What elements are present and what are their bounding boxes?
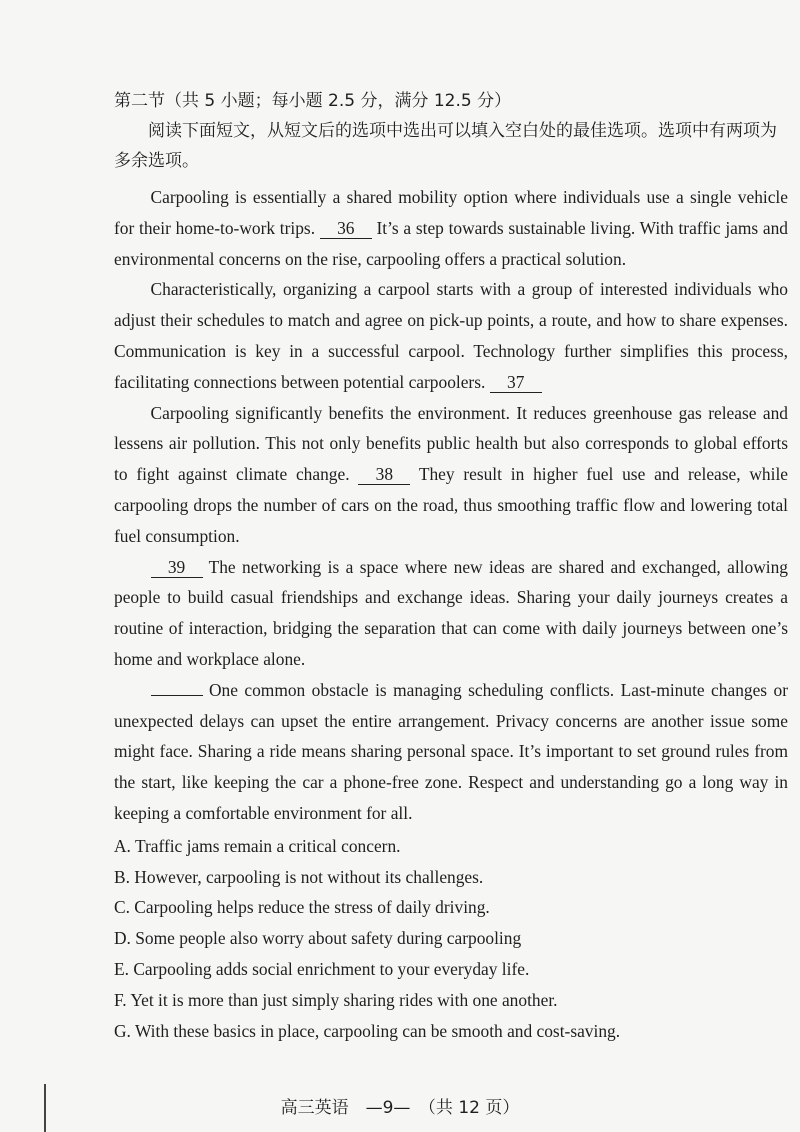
- passage-paragraph-2: [114, 274, 788, 397]
- answer-blank-40: [151, 695, 203, 696]
- options-list: [114, 831, 788, 1047]
- option-c: C. Carpooling helps reduce the stress of daily driving.: [114, 897, 490, 918]
- passage-paragraph-3: [114, 398, 788, 552]
- paragraph-text: They result in higher fuel use and release, while carpooling drops the number of cars on the road, thus smoothing traffic flow and lowering total fuel consumption.: [114, 464, 789, 546]
- paragraph-text: Carpooling significantly benefits the environment. It reduces greenhouse gas release and lessens air pollution. This not only benefits public health but also corresponds to global efforts to fight against climate change.: [114, 402, 788, 485]
- instructions: 阅读下面短文，从短文后的选项中选出可以填入空白处的最佳选项。选项中有两项为多余选项。: [114, 121, 777, 171]
- section-header: 第二节（共 5 小题；每小题 2.5 分，满分 12.5 分）: [114, 91, 512, 111]
- answer-blank-39: 39: [151, 557, 203, 578]
- paragraph-text: The networking is a space where new ideas are shared and exchanged, allowing people to build casual friendships and exchange ideas. Sharing your daily journeys creates a routine of interaction, bridging the separation that can come with daily journeys between one’s home and workplace alone.: [114, 556, 788, 669]
- passage: [114, 182, 788, 829]
- answer-blank-36: 36: [320, 218, 372, 239]
- margin-line: [44, 1084, 46, 1132]
- option-a: A. Traffic jams remain a critical concern.: [114, 835, 401, 856]
- option-e: E. Carpooling adds social enrichment to your everyday life.: [114, 958, 530, 979]
- option-d: D. Some people also worry about safety during carpooling: [114, 928, 522, 949]
- passage-paragraph-4: [114, 552, 788, 675]
- option-f: F. Yet it is more than just simply sharing rides with one another.: [114, 989, 558, 1010]
- passage-paragraph-5: [114, 675, 788, 829]
- paragraph-text: It’s a step towards sustainable living. With traffic jams and environmental concerns on the rise, carpooling offers a practical solution.: [114, 217, 788, 269]
- paragraph-text: One common obstacle is managing scheduling conflicts. Last-minute changes or unexpected delays can upset the entire arrangement. Privacy concerns are another issue some might face. Sharing a ride means sharing personal space. It’s important to set ground rules from the start, like keeping the car a phone-free zone. Respect and understanding go a long way in keeping a comfortable environment for all.: [114, 679, 788, 823]
- option-b: B. However, carpooling is not without its challenges.: [114, 866, 484, 887]
- paragraph-text: Carpooling is essentially a shared mobility option where individuals use a single vehicle for their home-to-work trips.: [114, 187, 788, 238]
- passage-paragraph-1: [114, 182, 788, 274]
- answer-blank-37: 37: [490, 372, 542, 393]
- page-footer: 高三英语 —9— （共 12 页）: [280, 1098, 520, 1118]
- answer-blank-38: 38: [358, 464, 410, 485]
- page-content: [114, 86, 788, 1046]
- option-g: G. With these basics in place, carpooling can be smooth and cost-saving.: [114, 1020, 621, 1041]
- paragraph-text: Characteristically, organizing a carpool starts with a group of interested individuals who adjust their schedules to match and agree on pick-up points, a route, and how to share expenses. Communication is key in a successful carpool. Technology further simplifies this process, facilitating connections between potential carpoolers.: [114, 279, 788, 392]
